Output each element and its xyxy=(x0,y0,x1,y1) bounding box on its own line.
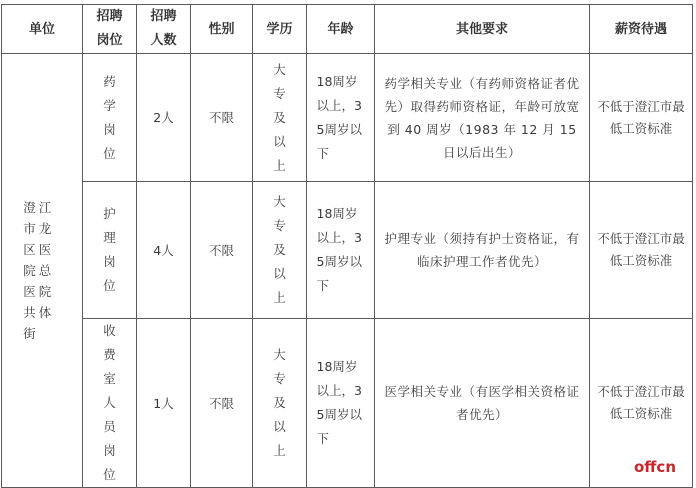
post-cell: 护理岗位 xyxy=(83,182,137,319)
post-cell: 收费室人员岗位 xyxy=(83,319,137,488)
age-cell: 18周岁以上，35周岁以下 xyxy=(307,319,375,488)
header-salary: 薪资待遇 xyxy=(590,5,693,54)
education-cell: 大专及以上 xyxy=(253,54,307,182)
offcn-watermark-logo: offcn xyxy=(633,458,676,476)
header-unit: 单位 xyxy=(2,5,83,54)
unit-name: 澄江市龙区医院总医院共体街 xyxy=(23,200,55,341)
table-row xyxy=(2,182,693,319)
salary-cell: 不低于澄江市最低工资标准 xyxy=(590,54,693,182)
header-education: 学历 xyxy=(253,5,307,54)
unit-cell xyxy=(2,54,83,488)
header-age: 年龄 xyxy=(307,5,375,54)
count-cell: 1人 xyxy=(137,319,191,488)
table-row xyxy=(2,319,693,488)
post-cell: 药学岗位 xyxy=(83,54,137,182)
table-row xyxy=(2,54,693,182)
count-cell: 2人 xyxy=(137,54,191,182)
age-cell: 18周岁以上，35周岁以下 xyxy=(307,182,375,319)
gender-cell: 不限 xyxy=(191,182,253,319)
header-post: 招聘岗位 xyxy=(83,5,137,54)
count-cell: 4人 xyxy=(137,182,191,319)
education-cell: 大专及以上 xyxy=(253,319,307,488)
requirements-cell: 药学相关专业（有药师资格证者优先）取得药师资格证，年龄可放宽到 40 周岁（1983 年 12 月 15 日以后出生） xyxy=(375,54,590,182)
header-gender: 性别 xyxy=(191,5,253,54)
salary-cell: 不低于澄江市最低工资标准 xyxy=(590,182,693,319)
age-cell: 18周岁以上，35周岁以下 xyxy=(307,54,375,182)
requirements-cell: 医学相关专业（有医学相关资格证者优先） xyxy=(375,319,590,488)
gender-cell: 不限 xyxy=(191,54,253,182)
recruitment-table xyxy=(1,4,693,488)
gender-cell: 不限 xyxy=(191,319,253,488)
header-row xyxy=(2,5,693,54)
requirements-cell: 护理专业（须持有护士资格证，有临床护理工作者优先） xyxy=(375,182,590,319)
header-requirements: 其他要求 xyxy=(375,5,590,54)
salary-cell: 不低于澄江市最低工资标准 xyxy=(590,319,693,488)
header-count: 招聘人数 xyxy=(137,5,191,54)
education-cell: 大专及以上 xyxy=(253,182,307,319)
